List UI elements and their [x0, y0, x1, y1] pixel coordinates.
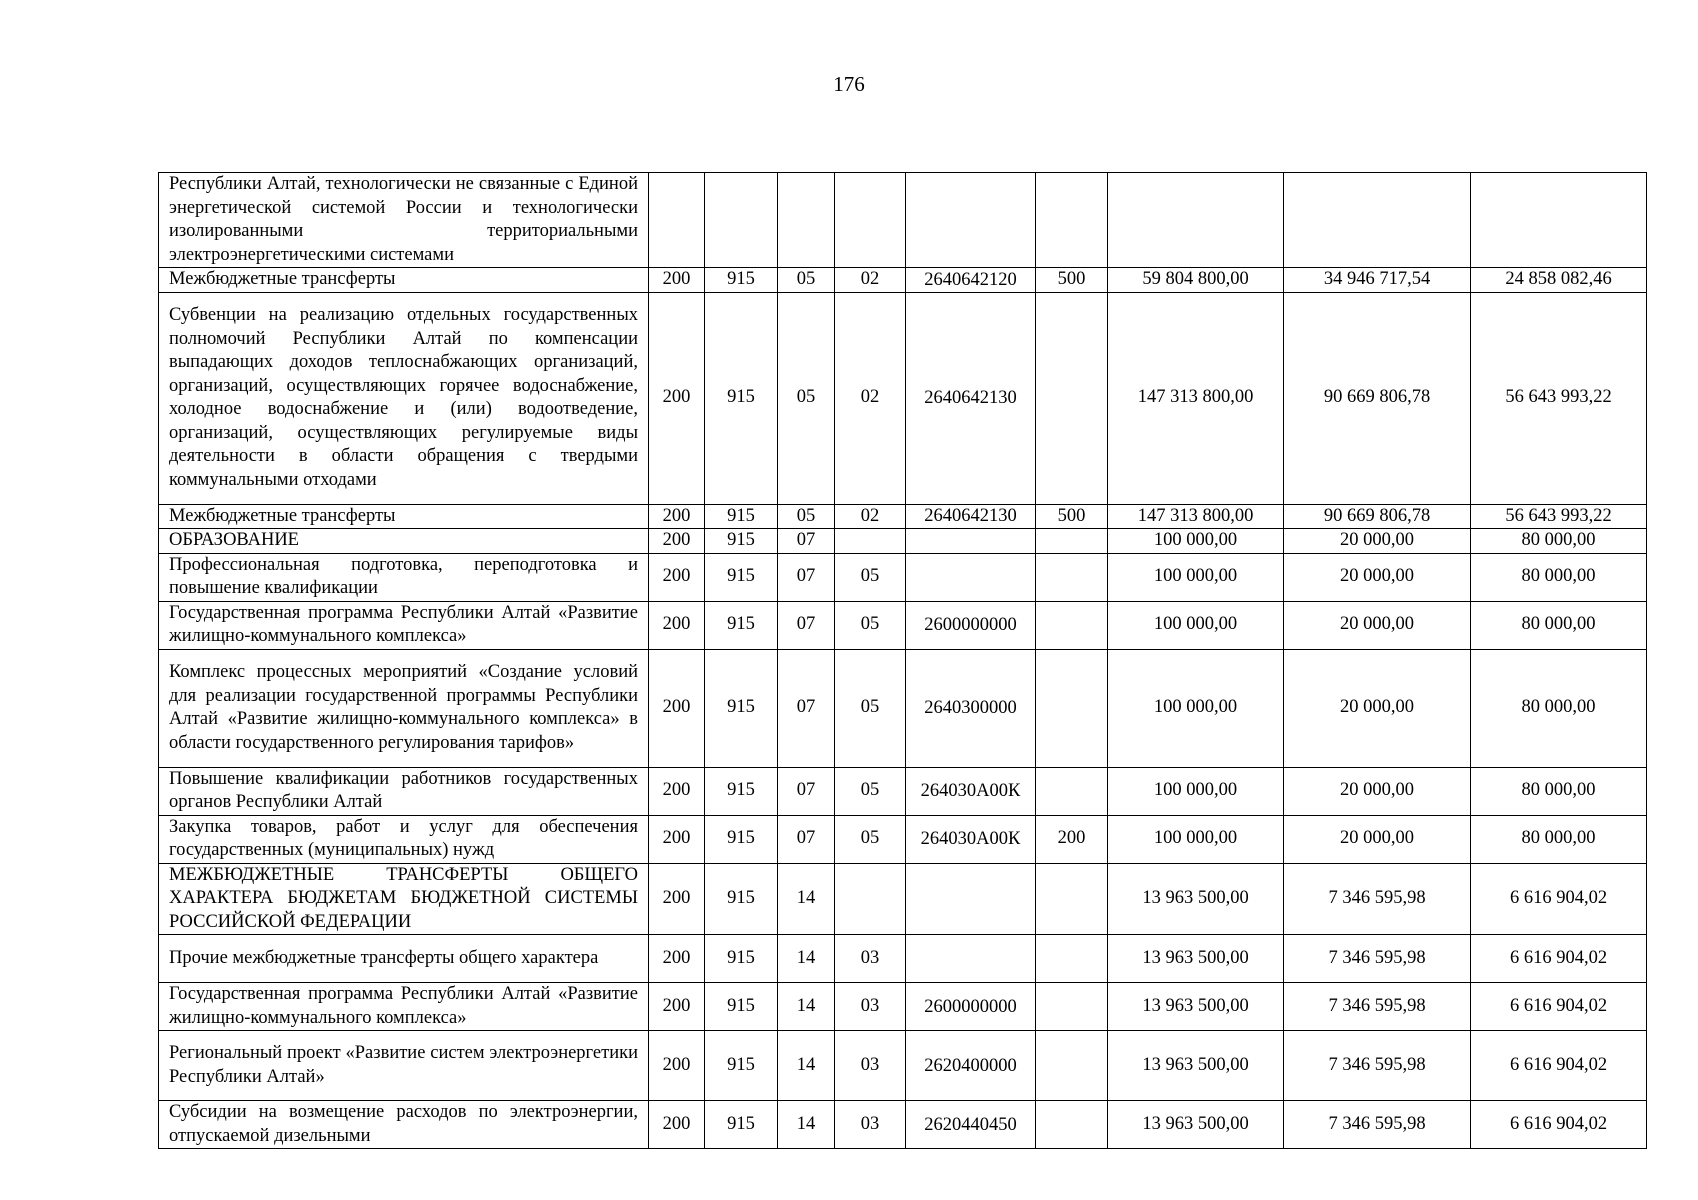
code-ministry: 915: [705, 863, 778, 935]
amount-approved: 100 000,00: [1108, 529, 1284, 554]
code-ministry: 915: [705, 767, 778, 815]
code-target-article: 2640642130: [906, 504, 1036, 529]
code-expense-type: [1036, 292, 1108, 504]
code-subsection: 02: [835, 504, 906, 529]
amount-remaining: 80 000,00: [1471, 649, 1647, 767]
code-subsection: 03: [835, 983, 906, 1031]
code-ministry: 915: [705, 935, 778, 983]
code-subsection: 05: [835, 553, 906, 601]
amount-executed: 90 669 806,78: [1284, 504, 1471, 529]
code-admin: 200: [649, 292, 705, 504]
code-admin: 200: [649, 504, 705, 529]
code-ministry: 915: [705, 815, 778, 863]
row-description: Повышение квалификации работников государственных органов Республики Алтай: [159, 767, 649, 815]
code-expense-type: [1036, 553, 1108, 601]
code-target-article: 2620440450: [906, 1101, 1036, 1149]
row-description: Республики Алтай, технологически не связанные с Единой энергетической системой России и технологически изолированными территориальными электроэнергетическими системами: [159, 173, 649, 268]
amount-remaining: 80 000,00: [1471, 553, 1647, 601]
code-section: 14: [778, 1031, 835, 1101]
code-ministry: 915: [705, 292, 778, 504]
table-row: [159, 553, 1647, 601]
amount-executed: 20 000,00: [1284, 649, 1471, 767]
row-description: Региональный проект «Развитие систем электроэнергетики Республики Алтай»: [159, 1031, 649, 1101]
row-description: Субвенции на реализацию отдельных государственных полномочий Республики Алтай по компенсации выпадающих доходов теплоснабжающих организаций, организаций, осуществляющих горячее водоснабжение, холодное водоснабжение и (или) водоотведение, организаций, осуществляющих регулируемые виды деятельности в области обращения с твердыми коммунальными отходами: [159, 292, 649, 504]
code-expense-type: [1036, 601, 1108, 649]
table-row: [159, 1031, 1647, 1101]
code-ministry: [705, 173, 778, 268]
amount-executed: 7 346 595,98: [1284, 983, 1471, 1031]
row-description: Межбюджетные трансферты: [159, 268, 649, 293]
code-subsection: 02: [835, 292, 906, 504]
code-admin: 200: [649, 767, 705, 815]
amount-approved: [1108, 173, 1284, 268]
amount-remaining: 6 616 904,02: [1471, 935, 1647, 983]
table-row: [159, 292, 1647, 504]
amount-executed: 34 946 717,54: [1284, 268, 1471, 293]
budget-table: [158, 172, 1647, 1149]
amount-executed: 20 000,00: [1284, 529, 1471, 554]
code-section: 14: [778, 983, 835, 1031]
code-target-article: [906, 935, 1036, 983]
amount-remaining: 6 616 904,02: [1471, 1101, 1647, 1149]
code-admin: 200: [649, 815, 705, 863]
amount-approved: 13 963 500,00: [1108, 983, 1284, 1031]
amount-approved: 13 963 500,00: [1108, 863, 1284, 935]
amount-approved: 147 313 800,00: [1108, 504, 1284, 529]
row-description: Комплекс процессных мероприятий «Создание условий для реализации государственной программы Республики Алтай «Развитие жилищно-коммунального комплекса» в области государственного регулирования тарифов»: [159, 649, 649, 767]
row-description: Субсидии на возмещение расходов по электроэнергии, отпускаемой дизельными: [159, 1101, 649, 1149]
code-ministry: 915: [705, 983, 778, 1031]
table-row: [159, 935, 1647, 983]
amount-remaining: 80 000,00: [1471, 815, 1647, 863]
amount-remaining: 80 000,00: [1471, 601, 1647, 649]
code-subsection: 02: [835, 268, 906, 293]
amount-approved: 13 963 500,00: [1108, 935, 1284, 983]
amount-approved: 100 000,00: [1108, 767, 1284, 815]
table-row: [159, 268, 1647, 293]
amount-remaining: 6 616 904,02: [1471, 1031, 1647, 1101]
amount-remaining: 80 000,00: [1471, 529, 1647, 554]
code-expense-type: [1036, 983, 1108, 1031]
code-expense-type: [1036, 1031, 1108, 1101]
code-admin: 200: [649, 529, 705, 554]
code-section: 07: [778, 529, 835, 554]
amount-approved: 100 000,00: [1108, 601, 1284, 649]
code-subsection: [835, 173, 906, 268]
amount-remaining: 6 616 904,02: [1471, 863, 1647, 935]
amount-executed: 7 346 595,98: [1284, 1031, 1471, 1101]
code-expense-type: [1036, 1101, 1108, 1149]
table-row: [159, 649, 1647, 767]
code-section: 05: [778, 268, 835, 293]
code-target-article: [906, 863, 1036, 935]
amount-approved: 100 000,00: [1108, 815, 1284, 863]
row-description: Государственная программа Республики Алтай «Развитие жилищно-коммунального комплекса»: [159, 983, 649, 1031]
code-subsection: 03: [835, 1101, 906, 1149]
code-admin: 200: [649, 1031, 705, 1101]
code-admin: [649, 173, 705, 268]
code-subsection: 03: [835, 1031, 906, 1101]
code-target-article: 264030А00К: [906, 815, 1036, 863]
code-section: 05: [778, 292, 835, 504]
row-description: Профессиональная подготовка, переподготовка и повышение квалификации: [159, 553, 649, 601]
row-description: Межбюджетные трансферты: [159, 504, 649, 529]
amount-executed: 20 000,00: [1284, 553, 1471, 601]
code-admin: 200: [649, 268, 705, 293]
code-section: 07: [778, 649, 835, 767]
code-ministry: 915: [705, 268, 778, 293]
code-subsection: [835, 529, 906, 554]
table-row: [159, 815, 1647, 863]
code-target-article: 2600000000: [906, 601, 1036, 649]
code-section: 07: [778, 815, 835, 863]
amount-executed: 90 669 806,78: [1284, 292, 1471, 504]
code-target-article: 264030А00К: [906, 767, 1036, 815]
table-row: [159, 504, 1647, 529]
table-row: [159, 1101, 1647, 1149]
code-subsection: 03: [835, 935, 906, 983]
amount-approved: 100 000,00: [1108, 553, 1284, 601]
code-ministry: 915: [705, 529, 778, 554]
code-subsection: [835, 863, 906, 935]
amount-remaining: 24 858 082,46: [1471, 268, 1647, 293]
code-ministry: 915: [705, 1031, 778, 1101]
code-ministry: 915: [705, 1101, 778, 1149]
code-expense-type: 500: [1036, 504, 1108, 529]
table-row: [159, 529, 1647, 554]
code-expense-type: [1036, 767, 1108, 815]
row-description: ОБРАЗОВАНИЕ: [159, 529, 649, 554]
table-row: [159, 863, 1647, 935]
code-section: [778, 173, 835, 268]
code-expense-type: [1036, 935, 1108, 983]
code-expense-type: [1036, 863, 1108, 935]
amount-executed: [1284, 173, 1471, 268]
code-expense-type: 500: [1036, 268, 1108, 293]
code-target-article: 2640642130: [906, 292, 1036, 504]
amount-approved: 100 000,00: [1108, 649, 1284, 767]
amount-remaining: 6 616 904,02: [1471, 983, 1647, 1031]
code-section: 07: [778, 553, 835, 601]
table-row: [159, 173, 1647, 268]
amount-approved: 147 313 800,00: [1108, 292, 1284, 504]
code-subsection: 05: [835, 815, 906, 863]
code-expense-type: [1036, 173, 1108, 268]
code-admin: 200: [649, 553, 705, 601]
code-target-article: 2600000000: [906, 983, 1036, 1031]
amount-approved: 13 963 500,00: [1108, 1031, 1284, 1101]
amount-executed: 20 000,00: [1284, 601, 1471, 649]
code-target-article: [906, 553, 1036, 601]
table-row: [159, 983, 1647, 1031]
row-description: МЕЖБЮДЖЕТНЫЕ ТРАНСФЕРТЫ ОБЩЕГО ХАРАКТЕРА БЮДЖЕТАМ БЮДЖЕТНОЙ СИСТЕМЫ РОССИЙСКОЙ ФЕДЕРАЦИИ: [159, 863, 649, 935]
amount-executed: 20 000,00: [1284, 767, 1471, 815]
code-target-article: [906, 173, 1036, 268]
code-subsection: 05: [835, 601, 906, 649]
amount-executed: 20 000,00: [1284, 815, 1471, 863]
page-number: 176: [833, 72, 865, 96]
code-section: 05: [778, 504, 835, 529]
code-admin: 200: [649, 863, 705, 935]
amount-executed: 7 346 595,98: [1284, 935, 1471, 983]
amount-remaining: 56 643 993,22: [1471, 292, 1647, 504]
amount-approved: 59 804 800,00: [1108, 268, 1284, 293]
code-ministry: 915: [705, 553, 778, 601]
row-description: Государственная программа Республики Алтай «Развитие жилищно-коммунального комплекса»: [159, 601, 649, 649]
row-description: Закупка товаров, работ и услуг для обеспечения государственных (муниципальных) нужд: [159, 815, 649, 863]
code-section: 14: [778, 1101, 835, 1149]
amount-remaining: [1471, 173, 1647, 268]
code-admin: 200: [649, 601, 705, 649]
code-section: 07: [778, 601, 835, 649]
code-ministry: 915: [705, 649, 778, 767]
table-row: [159, 767, 1647, 815]
code-ministry: 915: [705, 601, 778, 649]
code-admin: 200: [649, 649, 705, 767]
amount-executed: 7 346 595,98: [1284, 863, 1471, 935]
code-subsection: 05: [835, 767, 906, 815]
code-ministry: 915: [705, 504, 778, 529]
code-section: 14: [778, 863, 835, 935]
code-target-article: 2640642120: [906, 268, 1036, 293]
code-target-article: [906, 529, 1036, 554]
code-admin: 200: [649, 935, 705, 983]
amount-remaining: 56 643 993,22: [1471, 504, 1647, 529]
code-target-article: 2620400000: [906, 1031, 1036, 1101]
table-row: [159, 601, 1647, 649]
amount-remaining: 80 000,00: [1471, 767, 1647, 815]
code-section: 07: [778, 767, 835, 815]
code-expense-type: [1036, 649, 1108, 767]
amount-approved: 13 963 500,00: [1108, 1101, 1284, 1149]
code-expense-type: [1036, 529, 1108, 554]
code-expense-type: 200: [1036, 815, 1108, 863]
code-section: 14: [778, 935, 835, 983]
code-subsection: 05: [835, 649, 906, 767]
row-description: Прочие межбюджетные трансферты общего характера: [159, 935, 649, 983]
code-admin: 200: [649, 1101, 705, 1149]
code-target-article: 2640300000: [906, 649, 1036, 767]
amount-executed: 7 346 595,98: [1284, 1101, 1471, 1149]
code-admin: 200: [649, 983, 705, 1031]
